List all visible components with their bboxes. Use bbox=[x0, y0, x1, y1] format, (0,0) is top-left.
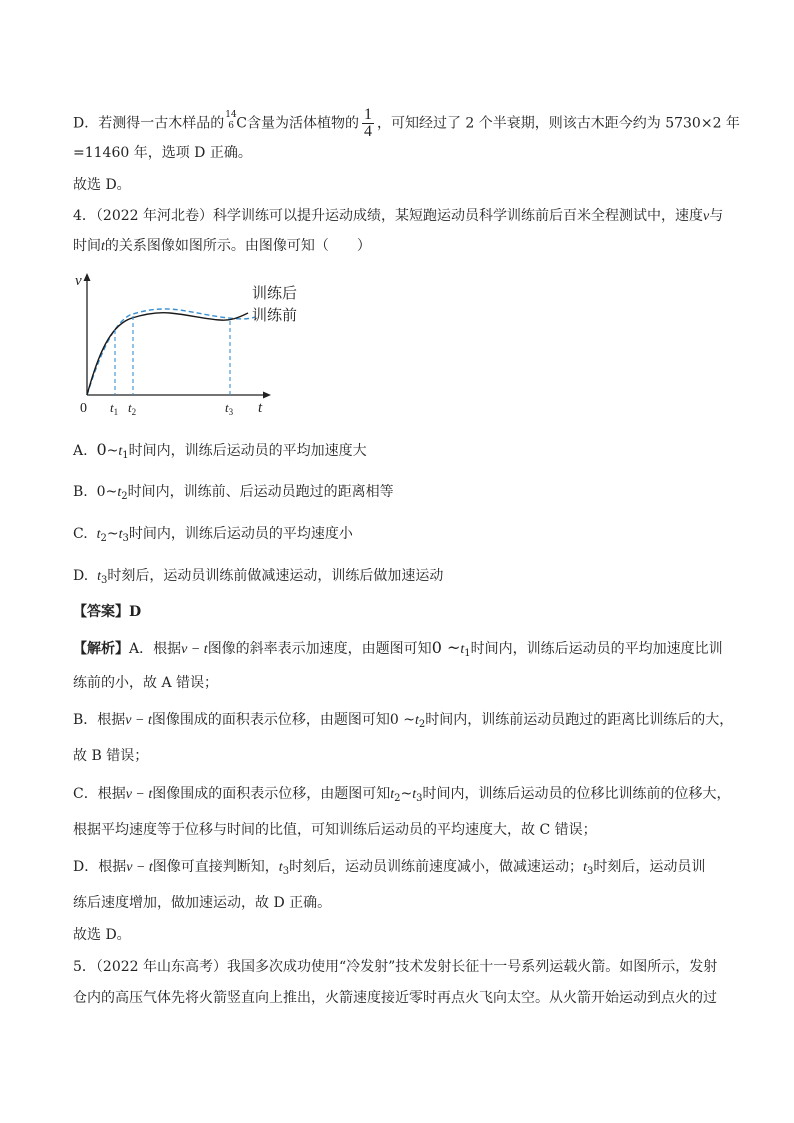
tick-label-t3: $t_3$ bbox=[225, 400, 234, 417]
y-axis-label: v bbox=[75, 273, 82, 289]
q4-option-b[interactable]: B. $0\sim t_2$时间内，训练前、后运动员跑过的距离相等 bbox=[73, 484, 394, 502]
analysis-a-line2: 练前的小，故 A 错误； bbox=[73, 675, 219, 691]
tick-label-t1: $t_1$ bbox=[110, 400, 119, 417]
x-axis-arrow bbox=[263, 392, 271, 399]
x-axis-label: t bbox=[258, 400, 263, 416]
analysis-a-line1: 【解析】A．根据v − t图像的斜率表示加速度，由题图可知0 $\sim t_1$时间内，训练后运动员的平均加速度比训 bbox=[73, 638, 723, 659]
q4-stem-line1: 4．（2022 年河北卷）科学训练可以提升运动成绩，某短跑运动员科学训练前后百米全程测试中，速度v与 bbox=[73, 208, 724, 224]
analysis-b-line1: B．根据v − t图像围成的面积表示位移，由题图可知0 $\sim t_2$时间内，训练前运动员跑过的距离比训练后的大， bbox=[73, 712, 734, 730]
q4-option-c[interactable]: C. $t_2\sim t_3$时间内，训练后运动员的平均速度小 bbox=[73, 526, 353, 544]
legend-before-training: 训练前 bbox=[252, 308, 298, 324]
prev-option-d-line2: =11460 年，选项 D 正确。 bbox=[73, 145, 252, 161]
q5-stem-line2: 仓内的高压气体先将火箭竖直向上推出，火箭速度接近零时再点火飞向太空。从火箭开始运动到点火的过 bbox=[73, 990, 717, 1006]
legend-after-training: 训练后 bbox=[252, 286, 298, 302]
q4-option-d[interactable]: D. $t_3$时刻后，运动员训练前做减速运动，训练后做加速运动 bbox=[73, 568, 444, 586]
analysis-conclusion: 故选 D。 bbox=[73, 927, 131, 943]
carbon14-isotope: 14 6 bbox=[225, 110, 237, 131]
prev-option-d-line1: D．若测得一古木样品的 14 6 C含量为活体植物的 $\frac{1}{4}$ ，可知经过了 2 个半衰期，则该古木距今约为 5730×2 年 bbox=[73, 106, 740, 140]
q5-stem-line1: 5．（2022 年山东高考）我国多次成功使用“冷发射”技术发射长征十一号系列运载火箭。如图所示，发射 bbox=[73, 959, 718, 975]
analysis-b-line2: 故 B 错误； bbox=[73, 748, 149, 764]
analysis-d-line1: D．根据v − t图像可直接判断知，$t_3$时刻后，运动员训练前速度减小，做减速运动；$t_3$时刻后，运动员训 bbox=[73, 859, 706, 877]
vt-chart bbox=[70, 270, 310, 420]
q4-stem-line2: 时间t的关系图像如图所示。由图像可知（ ） bbox=[73, 238, 371, 254]
analysis-c-line1: C．根据v − t图像围成的面积表示位移，由题图可知$t_2\sim t_3$时间内，训练后运动员的位移比训练前的位移大， bbox=[73, 786, 731, 804]
fraction-one-quarter: $\frac{1}{4}$ bbox=[363, 106, 372, 140]
tick-label-t2: $t_2$ bbox=[128, 400, 137, 417]
analysis-d-line2: 练后速度增加，做加速运动，故 D 正确。 bbox=[73, 895, 332, 911]
series-after-training bbox=[87, 313, 248, 395]
q4-answer: 【答案】D bbox=[73, 604, 142, 620]
prev-conclusion: 故选 D。 bbox=[73, 177, 131, 193]
analysis-c-line2: 根据平均速度等于位移与时间的比值，可知训练后运动员的平均速度大，故 C 错误； bbox=[73, 822, 597, 838]
y-axis-arrow bbox=[84, 273, 91, 281]
origin-label: 0 bbox=[80, 401, 87, 416]
q4-option-a[interactable]: A. $0\sim t_1$时间内，训练后运动员的平均加速度大 bbox=[73, 440, 367, 461]
